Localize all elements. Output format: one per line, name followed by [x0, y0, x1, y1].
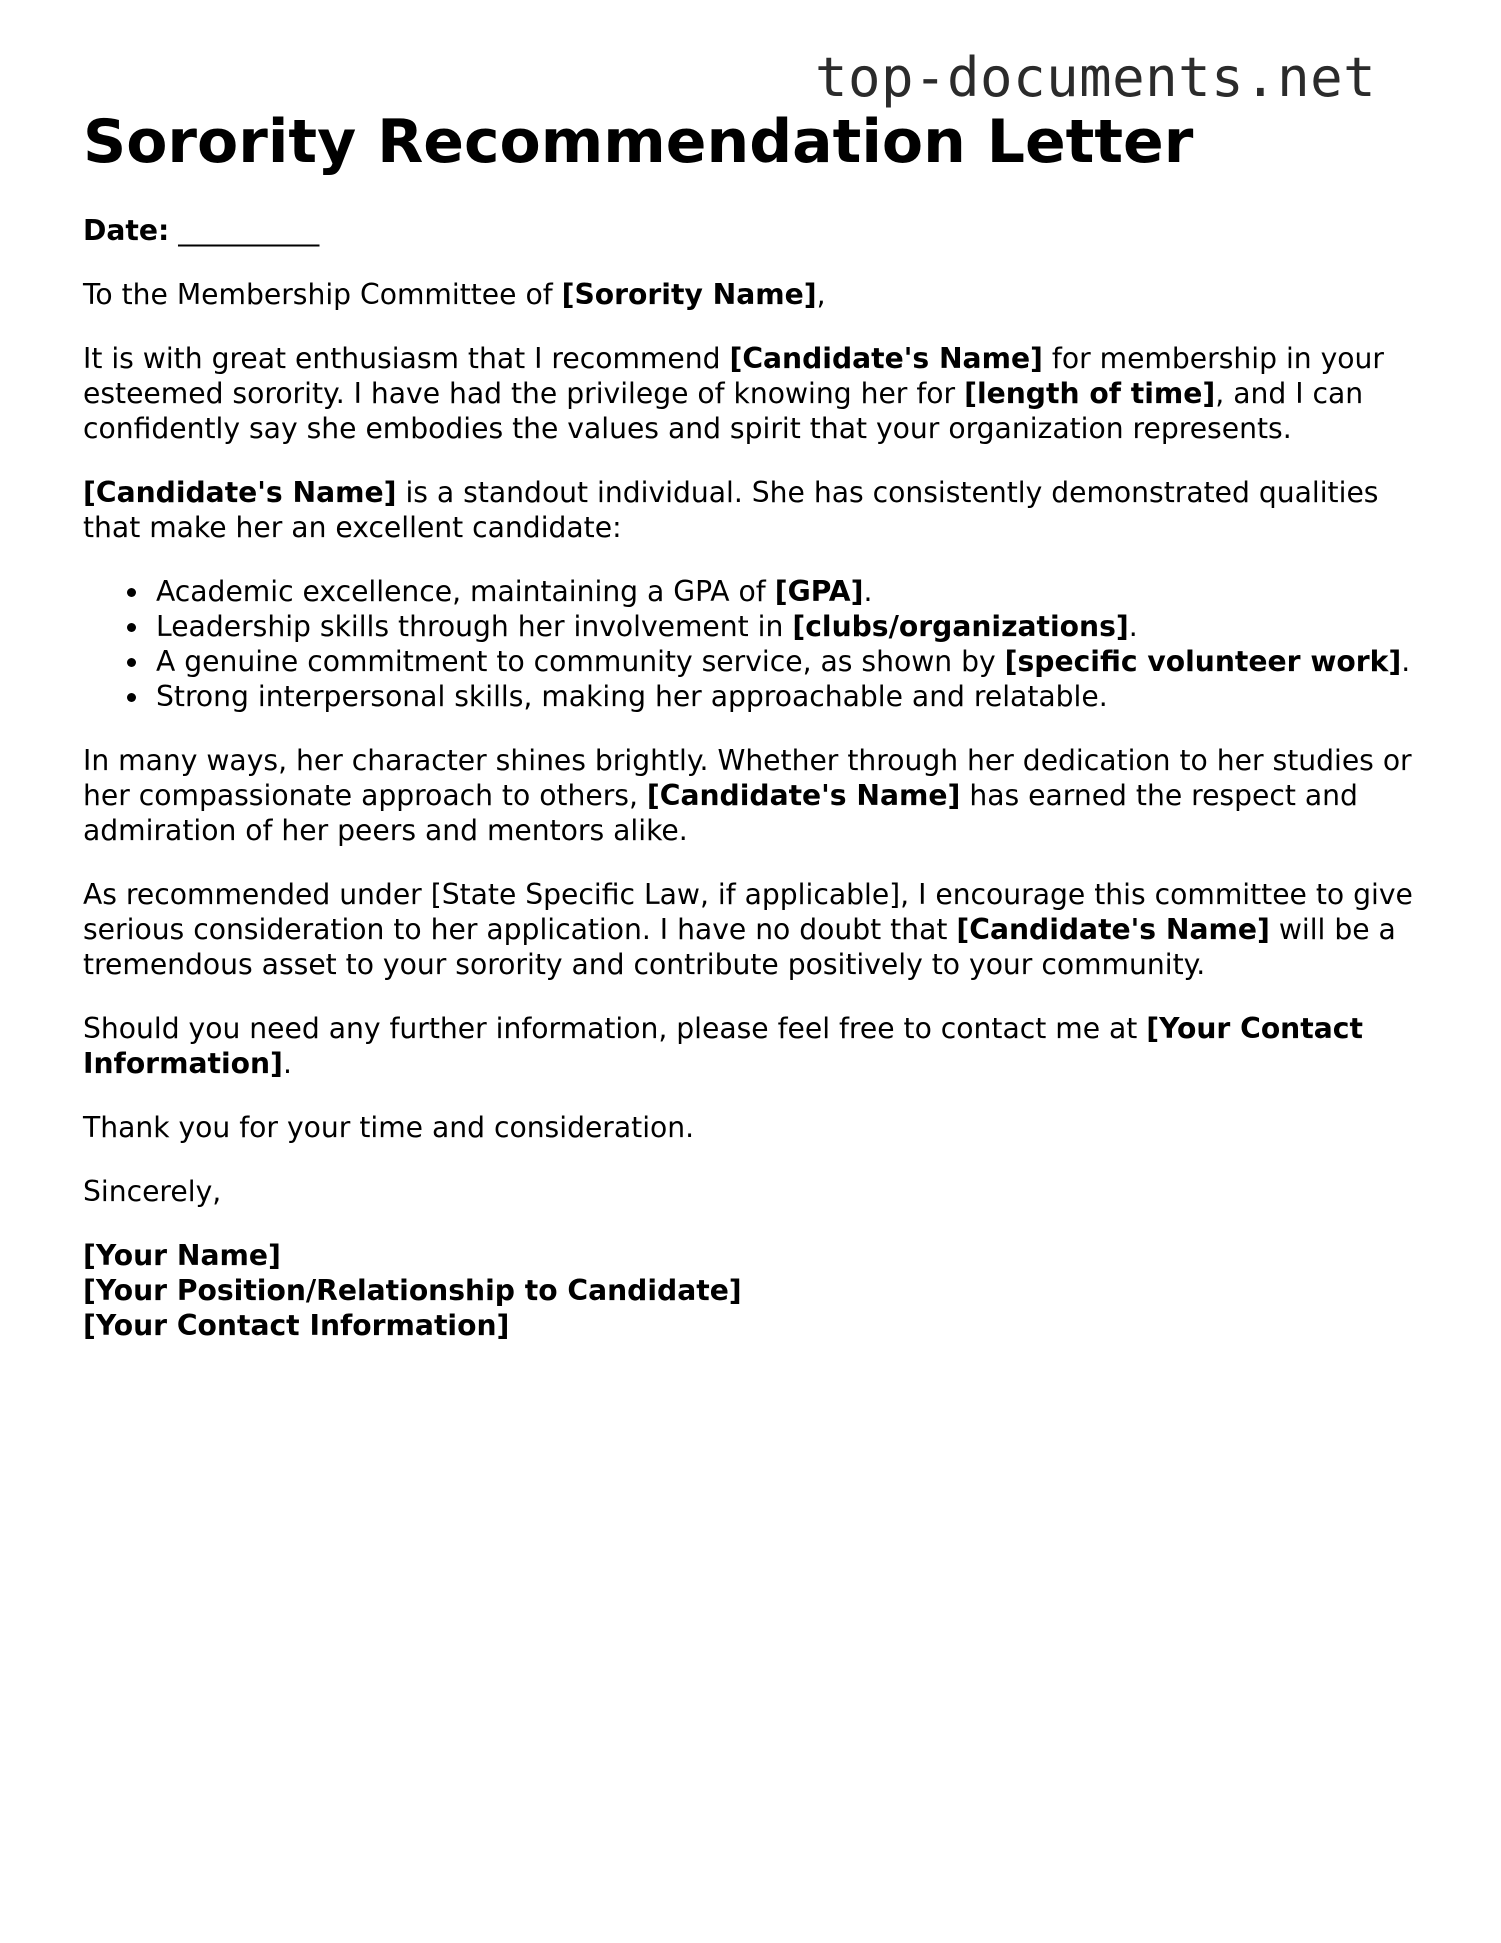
- candidate-name-placeholder: [Candidate's Name]: [729, 342, 1043, 375]
- intro-text-3: , and I can confidently say she embodies the values and spirit that your organization represents.: [83, 377, 1364, 445]
- recommend-text-2: will be a tremendous asset to your sorority and contribute positively to your community.: [83, 913, 1396, 981]
- letter-body: [83, 213, 1433, 1343]
- signature-position: [Your Position/Relationship to Candidate]: [83, 1274, 742, 1307]
- length-of-time-placeholder: [length of time]: [964, 377, 1216, 410]
- date-blank: __________: [178, 214, 320, 247]
- qualities-list: [83, 574, 1433, 714]
- signature-block: [83, 1238, 1433, 1343]
- list-item: [156, 574, 1433, 609]
- character-text-2: has earned the respect and admiration of her peers and mentors alike.: [83, 779, 1358, 847]
- list-item-text: Strong interpersonal skills, making her approachable and relatable.: [156, 680, 1108, 713]
- list-item: [156, 609, 1433, 644]
- salutation: [83, 277, 1433, 312]
- list-item-text: Academic excellence, maintaining a GPA of: [156, 575, 775, 608]
- salutation-suffix: ,: [816, 278, 826, 311]
- qualities-intro-text: is a standout individual. She has consistently demonstrated qualities that make her an excellent candidate:: [83, 476, 1379, 544]
- intro-text-1: It is with great enthusiasm that I recommend: [83, 342, 730, 375]
- closing: Sincerely,: [83, 1175, 222, 1208]
- thanks-paragraph: Thank you for your time and consideration.: [83, 1111, 695, 1144]
- list-item-text: .: [1401, 645, 1411, 678]
- list-item-text: A genuine commitment to community service, as shown by: [156, 645, 1005, 678]
- salutation-prefix: To the Membership Committee of: [83, 278, 562, 311]
- watermark-text: top-documents.net: [815, 46, 1377, 109]
- date-line: [83, 213, 1433, 248]
- candidate-name-placeholder: [Candidate's Name]: [83, 476, 397, 509]
- qualities-intro-paragraph: [83, 475, 1433, 545]
- contact-info-placeholder: [Your Contact Information]: [83, 1012, 1363, 1080]
- contact-text-1: Should you need any further information, please feel free to contact me at: [83, 1012, 1147, 1045]
- letter-document: [83, 101, 1433, 1343]
- recommend-paragraph: [83, 877, 1433, 982]
- volunteer-work-placeholder: [specific volunteer work]: [1004, 645, 1402, 678]
- list-item: [156, 679, 1433, 714]
- date-label: Date:: [83, 214, 170, 247]
- clubs-placeholder: [clubs/organizations]: [792, 610, 1129, 643]
- intro-text-2: for membership in your esteemed sorority. I have had the privilege of knowing her for: [83, 342, 1384, 410]
- list-item-text: .: [1128, 610, 1138, 643]
- candidate-name-placeholder: [Candidate's Name]: [646, 779, 961, 812]
- character-text-1: In many ways, her character shines brightly. Whether through her dedication to her studies or her compassionate approach to others,: [83, 744, 1412, 812]
- signature-name: [Your Name]: [83, 1239, 281, 1272]
- list-item-text: Leadership skills through her involvement in: [156, 610, 793, 643]
- contact-text-2: .: [282, 1047, 292, 1080]
- gpa-placeholder: [GPA]: [774, 575, 864, 608]
- contact-paragraph: [83, 1011, 1433, 1081]
- list-item-text: .: [863, 575, 873, 608]
- candidate-name-placeholder: [Candidate's Name]: [956, 913, 1270, 946]
- sorority-name-placeholder: [Sorority Name]: [561, 278, 817, 311]
- letter-title: Sorority Recommendation Letter: [83, 107, 1194, 177]
- list-item: [156, 644, 1433, 679]
- character-paragraph: [83, 743, 1433, 848]
- signature-contact: [Your Contact Information]: [83, 1309, 510, 1342]
- recommend-text-1: As recommended under [State Specific Law, if applicable], I encourage this committee to give serious consideration to her application. I have no doubt that: [83, 878, 1413, 946]
- intro-paragraph: [83, 341, 1433, 446]
